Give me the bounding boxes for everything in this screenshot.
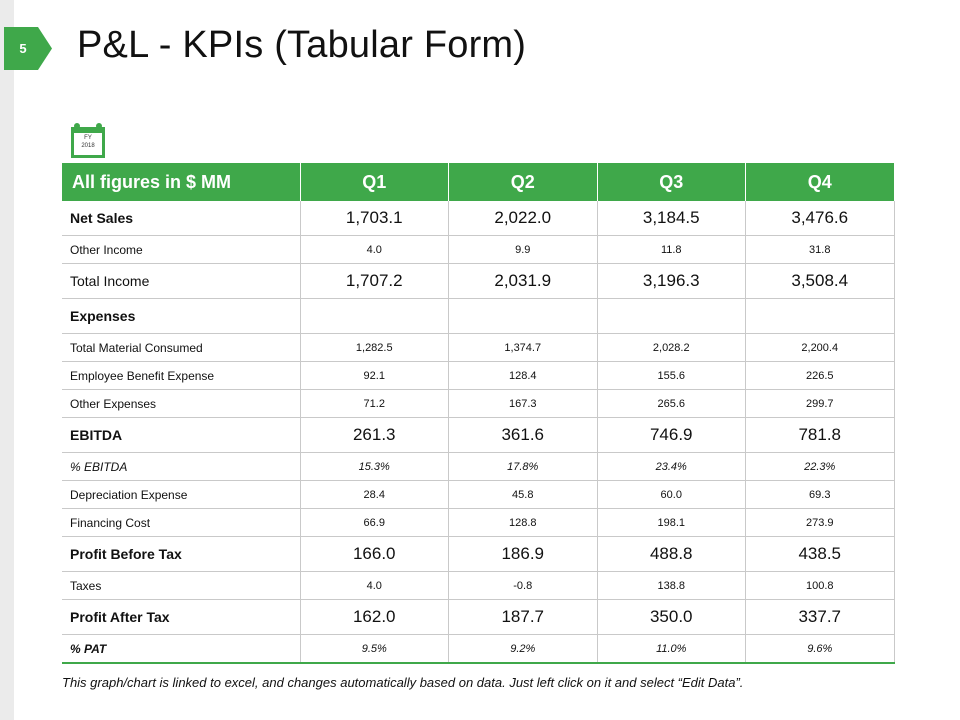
table-cell: 138.8 [597,572,746,600]
table-row [62,600,894,635]
table-cell: 781.8 [746,418,895,453]
table-cell: 3,476.6 [746,201,895,236]
table-cell: 166.0 [300,537,449,572]
table-cell: 100.8 [746,572,895,600]
table-cell: 186.9 [449,537,598,572]
left-margin-strip [0,0,14,720]
table-row [62,334,894,362]
table-cell: 11.0% [597,635,746,664]
table-cell: 23.4% [597,453,746,481]
row-label: Financing Cost [62,509,300,537]
row-label: Expenses [62,299,300,334]
table-cell: 28.4 [300,481,449,509]
table-cell: 361.6 [449,418,598,453]
table-cell: 746.9 [597,418,746,453]
table-cell: 31.8 [746,236,895,264]
table-cell: 92.1 [300,362,449,390]
calendar-label [77,134,99,150]
page-number: 5 [19,41,27,56]
table-cell: 2,031.9 [449,264,598,299]
table-cell [449,299,598,334]
table-cell: 155.6 [597,362,746,390]
table-cell: 3,184.5 [597,201,746,236]
table-row [62,418,894,453]
row-label: % PAT [62,635,300,664]
table-cell: 2,028.2 [597,334,746,362]
table-cell: 9.5% [300,635,449,664]
table-cell: 128.4 [449,362,598,390]
table-cell: 198.1 [597,509,746,537]
table-cell: 1,282.5 [300,334,449,362]
header-cell-q1: Q1 [300,163,449,201]
table-cell: 273.9 [746,509,895,537]
table-cell: 15.3% [300,453,449,481]
table-cell: 60.0 [597,481,746,509]
table-row [62,453,894,481]
table-cell: 3,196.3 [597,264,746,299]
table-cell: 1,374.7 [449,334,598,362]
table-cell: 11.8 [597,236,746,264]
table-row [62,635,894,664]
row-label: Profit Before Tax [62,537,300,572]
table-row [62,201,894,236]
row-label: % EBITDA [62,453,300,481]
table-cell: 45.8 [449,481,598,509]
table-cell: 261.3 [300,418,449,453]
row-label: Total Material Consumed [62,334,300,362]
table-cell: 71.2 [300,390,449,418]
table-cell: 162.0 [300,600,449,635]
row-label: Net Sales [62,201,300,236]
table-row [62,481,894,509]
row-label: Depreciation Expense [62,481,300,509]
row-label: Profit After Tax [62,600,300,635]
table-cell [746,299,895,334]
table-cell: 2,022.0 [449,201,598,236]
table-cell: 4.0 [300,572,449,600]
calendar-label-line1: FY [84,135,92,141]
table-cell: 350.0 [597,600,746,635]
row-label: Other Income [62,236,300,264]
table-row [62,264,894,299]
table-cell [597,299,746,334]
slide-title: P&L - KPIs (Tabular Form) [77,24,527,66]
table-cell [300,299,449,334]
row-label: Other Expenses [62,390,300,418]
row-label: EBITDA [62,418,300,453]
pl-kpi-table [62,163,895,664]
table-cell: 167.3 [449,390,598,418]
table-header-row [62,163,894,201]
table-row [62,572,894,600]
table-cell: 265.6 [597,390,746,418]
table-cell: 438.5 [746,537,895,572]
table-cell: 128.8 [449,509,598,537]
table-row [62,537,894,572]
header-cell-q2: Q2 [449,163,598,201]
table-cell: 337.7 [746,600,895,635]
table-cell: 22.3% [746,453,895,481]
row-label: Employee Benefit Expense [62,362,300,390]
table-cell: 226.5 [746,362,895,390]
table-cell: 9.2% [449,635,598,664]
header-cell-q3: Q3 [597,163,746,201]
table-cell: 69.3 [746,481,895,509]
header-cell-units: All figures in $ MM [62,163,300,201]
table-cell: 2,200.4 [746,334,895,362]
table-row [62,236,894,264]
table-cell: 187.7 [449,600,598,635]
table-cell: 1,703.1 [300,201,449,236]
table-cell: 9.6% [746,635,895,664]
table-cell: 66.9 [300,509,449,537]
header-cell-q4: Q4 [746,163,895,201]
table-cell: 17.8% [449,453,598,481]
table-cell: 299.7 [746,390,895,418]
table-cell: -0.8 [449,572,598,600]
row-label: Taxes [62,572,300,600]
calendar-label-line2: 2018 [81,143,95,149]
table-cell: 4.0 [300,236,449,264]
table-cell: 1,707.2 [300,264,449,299]
table-cell: 9.9 [449,236,598,264]
footnote: This graph/chart is linked to excel, and changes automatically based on data. Just left click on it and select “Edit Data”. [62,675,744,690]
table-row [62,299,894,334]
row-label: Total Income [62,264,300,299]
table-cell: 3,508.4 [746,264,895,299]
table-row [62,390,894,418]
table-cell: 488.8 [597,537,746,572]
table-row [62,509,894,537]
table-row [62,362,894,390]
